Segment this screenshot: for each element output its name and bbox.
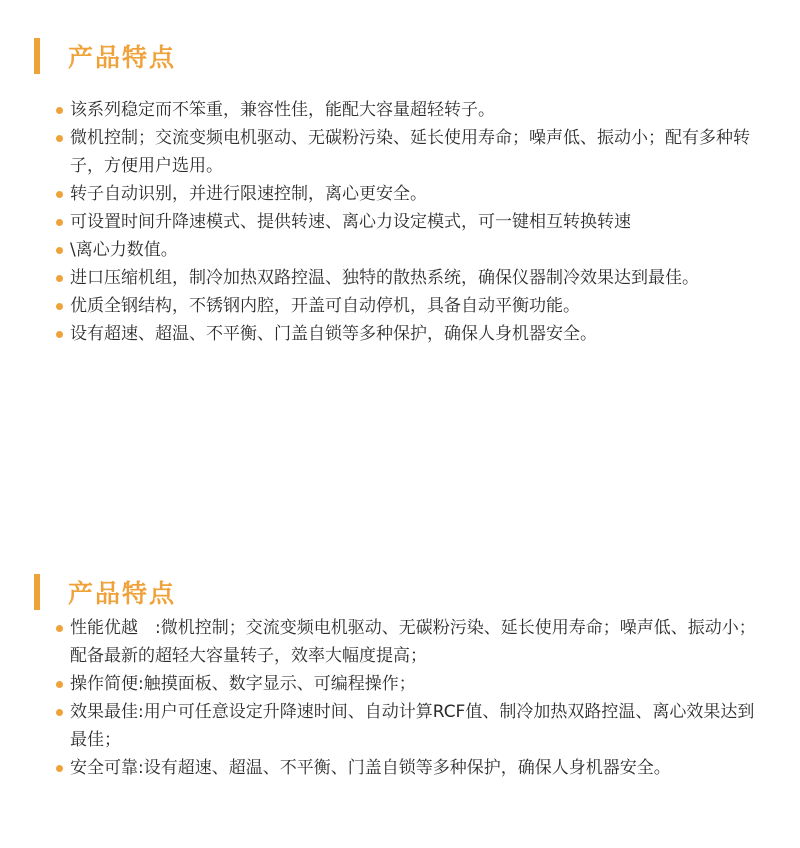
bullet-dot-icon bbox=[56, 135, 63, 142]
feature-text: \离心力数值。 bbox=[70, 240, 178, 260]
list-item bbox=[56, 754, 756, 782]
bullet-dot-icon bbox=[56, 219, 63, 226]
list-item bbox=[56, 236, 756, 264]
bullet-dot-icon bbox=[56, 709, 63, 716]
feature-text: 该系列稳定而不笨重，兼容性佳，能配大容量超轻转子。 bbox=[70, 100, 495, 120]
feature-text: 性能优越 :微机控制；交流变频电机驱动、无碳粉污染、延长使用寿命；噪声低、振动小；配备最新的超轻大容量转子，效率大幅度提高； bbox=[70, 618, 756, 666]
list-item bbox=[56, 614, 756, 670]
bullet-dot-icon bbox=[56, 107, 63, 114]
list-item bbox=[56, 124, 756, 180]
list-item bbox=[56, 264, 756, 292]
feature-text: 转子自动识别，并进行限速控制，离心更安全。 bbox=[70, 184, 427, 204]
feature-text: 可设置时间升降速模式、提供转速、离心力设定模式，可一键相互转换转速 bbox=[70, 212, 631, 232]
list-item bbox=[56, 208, 756, 236]
list-item bbox=[56, 670, 756, 698]
bullet-dot-icon bbox=[56, 191, 63, 198]
bullet-dot-icon bbox=[56, 303, 63, 310]
feature-text: 设有超速、超温、不平衡、门盖自锁等多种保护，确保人身机器安全。 bbox=[70, 324, 597, 344]
feature-text: 微机控制；交流变频电机驱动、无碳粉污染、延长使用寿命；噪声低、振动小；配有多种转子，方便用户选用。 bbox=[70, 128, 750, 176]
heading-accent-bar bbox=[34, 574, 40, 610]
list-item bbox=[56, 698, 756, 754]
section-heading bbox=[34, 572, 176, 612]
feature-text: 效果最佳:用户可任意设定升降速时间、自动计算RCF值、制冷加热双路控温、离心效果达到最佳； bbox=[70, 702, 755, 750]
list-item bbox=[56, 320, 756, 348]
bullet-dot-icon bbox=[56, 247, 63, 254]
bullet-dot-icon bbox=[56, 331, 63, 338]
feature-text: 进口压缩机组，制冷加热双路控温、独特的散热系统，确保仪器制冷效果达到最佳。 bbox=[70, 268, 699, 288]
bullet-dot-icon bbox=[56, 681, 63, 688]
list-item bbox=[56, 180, 756, 208]
section-title: 产品特点 bbox=[68, 43, 177, 72]
feature-list bbox=[56, 96, 756, 348]
bullet-dot-icon bbox=[56, 625, 63, 632]
bullet-dot-icon bbox=[56, 765, 63, 772]
feature-text: 安全可靠:设有超速、超温、不平衡、门盖自锁等多种保护，确保人身机器安全。 bbox=[70, 758, 671, 778]
feature-text: 操作简便:触摸面板、数字显示、可编程操作； bbox=[70, 674, 416, 694]
list-item bbox=[56, 96, 756, 124]
bullet-dot-icon bbox=[56, 275, 63, 282]
section-heading bbox=[34, 36, 176, 76]
list-item bbox=[56, 292, 756, 320]
feature-list bbox=[56, 614, 756, 782]
heading-accent-bar bbox=[34, 38, 40, 74]
feature-text: 优质全钢结构，不锈钢内腔，开盖可自动停机，具备自动平衡功能。 bbox=[70, 296, 580, 316]
section-title: 产品特点 bbox=[68, 579, 177, 608]
